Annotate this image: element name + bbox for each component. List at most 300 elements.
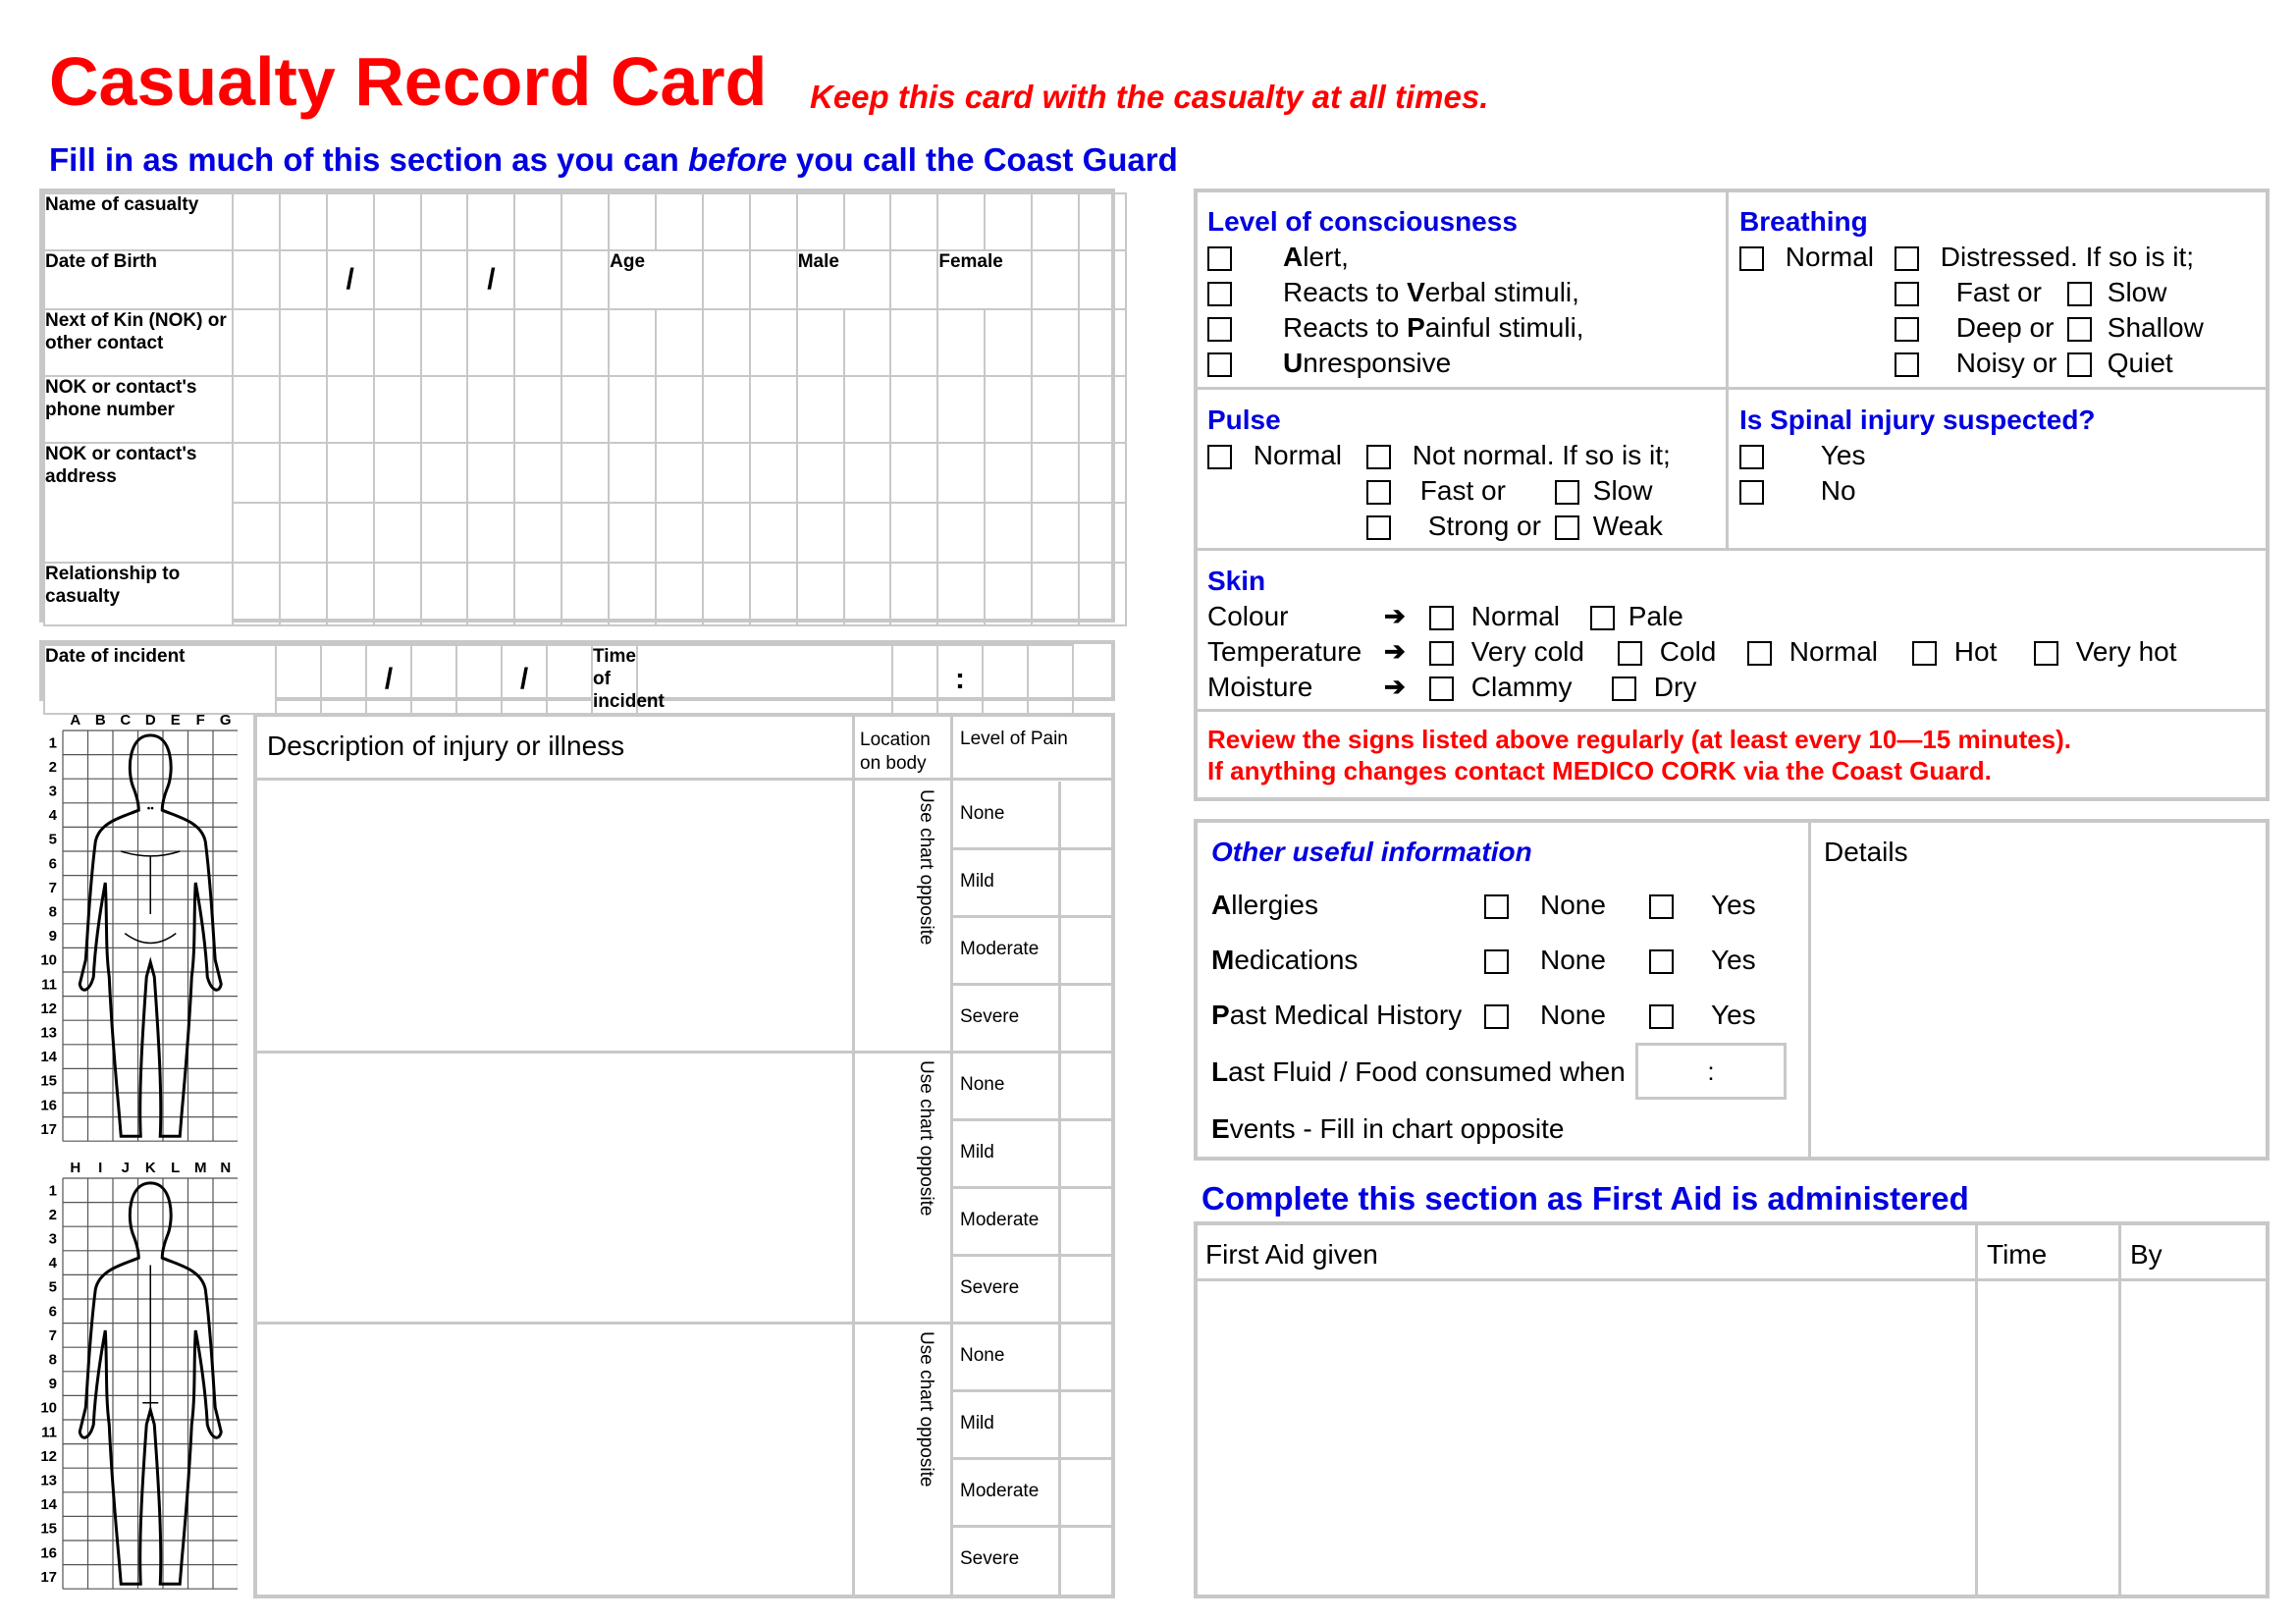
divider — [257, 778, 1111, 781]
entry-cell[interactable] — [1032, 376, 1079, 443]
entry-cell[interactable] — [467, 563, 514, 625]
first-aid-given-label: First Aid given — [1205, 1239, 1378, 1270]
entry-cell[interactable] — [937, 309, 985, 376]
grid-row-label: 14 — [40, 1496, 57, 1514]
grid-row-label: 10 — [40, 1399, 57, 1417]
entry-cell[interactable] — [1028, 645, 1073, 714]
entry-cell[interactable] — [985, 376, 1032, 443]
events-label — [1211, 1113, 1565, 1145]
pain-level-checkbox[interactable] — [1062, 851, 1109, 911]
breathing-deep-row — [1895, 312, 2054, 344]
entry-cell[interactable] — [421, 376, 468, 443]
entry-cell[interactable] — [561, 250, 609, 309]
entry-cell[interactable] — [1032, 443, 1079, 503]
skin-clammy-row — [1429, 672, 1572, 703]
consciousness-option — [1207, 277, 1579, 308]
pain-level-checkbox[interactable] — [1062, 1190, 1109, 1250]
pulse-slow-label: Slow — [1592, 475, 1653, 506]
entry-cell[interactable] — [421, 193, 468, 250]
entry-cell[interactable] — [561, 563, 609, 625]
skin-cold-row — [1618, 636, 1716, 668]
spinal-yes-label: Yes — [1820, 440, 1866, 470]
entry-cell[interactable] — [844, 309, 891, 376]
entry-cell[interactable] — [656, 376, 703, 443]
divider — [950, 1525, 1111, 1528]
pulse-slow-checkbox[interactable] — [1555, 480, 1579, 505]
skin-very-cold-row — [1429, 636, 1584, 668]
events-rest: vents - Fill in chart opposite — [1229, 1113, 1565, 1144]
entry-cell[interactable] — [637, 645, 892, 714]
breathing-fast-checkbox[interactable] — [1895, 282, 1919, 306]
consciousness-option — [1207, 348, 1451, 379]
breathing-deep-checkbox[interactable] — [1895, 317, 1919, 342]
entry-cell[interactable] — [937, 376, 985, 443]
incident-grid — [43, 644, 1112, 715]
entry-cell[interactable] — [514, 193, 561, 250]
breathing-normal-checkbox[interactable] — [1739, 246, 1764, 271]
grid-row-label: 11 — [41, 976, 57, 994]
skin-dry-label: Dry — [1653, 672, 1697, 702]
pain-level-checkbox[interactable] — [1062, 1393, 1109, 1453]
other-rest: edications — [1234, 945, 1359, 975]
entry-cell[interactable] — [750, 443, 797, 503]
entry-cell[interactable] — [844, 563, 891, 625]
male-checkbox-cell[interactable] — [890, 250, 937, 309]
breathing-shallow-checkbox[interactable] — [2067, 317, 2092, 342]
fill-in-post: you call the Coast Guard — [786, 141, 1178, 178]
entry-cell[interactable] — [321, 645, 366, 714]
incident-date-slash: / — [502, 645, 547, 714]
grid-row-label: 12 — [40, 1447, 57, 1465]
spinal-no-checkbox[interactable] — [1739, 480, 1764, 505]
entry-cell[interactable] — [327, 563, 374, 625]
grid-col-label: F — [195, 712, 205, 729]
entry-cell[interactable] — [561, 193, 609, 250]
breathing-fast-label: Fast or — [1955, 277, 2042, 307]
entry-cell[interactable] — [467, 309, 514, 376]
grid-row-label: 14 — [40, 1049, 57, 1066]
entry-cell[interactable] — [327, 309, 374, 376]
other-none-option — [1484, 945, 1606, 976]
entry-cell[interactable] — [421, 309, 468, 376]
entry-cell[interactable] — [233, 443, 280, 503]
entry-cell[interactable] — [374, 376, 421, 443]
pain-level-checkbox[interactable] — [1062, 919, 1109, 979]
entry-cell[interactable] — [233, 563, 280, 625]
entry-cell[interactable] — [750, 376, 797, 443]
pulse-weak-row — [1555, 511, 1663, 542]
incident-date-label: Date of incident — [44, 645, 276, 714]
entry-cell[interactable] — [797, 563, 844, 625]
entry-cell[interactable] — [797, 309, 844, 376]
entry-cell[interactable] — [327, 376, 374, 443]
entry-cell[interactable] — [467, 443, 514, 503]
entry-cell[interactable] — [985, 443, 1032, 503]
pain-level-label: None — [960, 1345, 1005, 1366]
entry-cell[interactable] — [327, 503, 374, 563]
entry-cell[interactable] — [890, 193, 937, 250]
consciousness-checkbox[interactable] — [1207, 317, 1232, 342]
divider — [950, 915, 1111, 918]
entry-cell[interactable] — [374, 309, 421, 376]
pulse-not-normal-checkbox[interactable] — [1366, 445, 1391, 469]
female-checkbox-cell[interactable] — [1032, 250, 1079, 309]
consciousness-heading: Level of consciousness — [1207, 206, 1518, 237]
entry-cell[interactable] — [890, 503, 937, 563]
divider — [852, 717, 855, 1595]
spinal-heading: Is Spinal injury suspected? — [1739, 405, 2096, 435]
pain-level-checkbox[interactable] — [1062, 1258, 1109, 1318]
entry-cell[interactable] — [750, 250, 797, 309]
entry-cell[interactable] — [514, 503, 561, 563]
breathing-slow-checkbox[interactable] — [2067, 282, 2092, 306]
grid-col-label: D — [144, 712, 156, 729]
arrow-icon: ➔ — [1384, 636, 1406, 666]
entry-cell[interactable] — [280, 563, 327, 625]
entry-cell[interactable] — [750, 193, 797, 250]
entry-cell[interactable] — [374, 193, 421, 250]
last-fluid-label — [1211, 1056, 1626, 1088]
entry-cell[interactable] — [561, 376, 609, 443]
entry-cell[interactable] — [797, 503, 844, 563]
pulse-not-normal-label: Not normal. If so is it; — [1412, 440, 1671, 470]
entry-cell[interactable] — [421, 503, 468, 563]
entry-cell[interactable] — [797, 193, 844, 250]
pain-level-label: None — [960, 1074, 1005, 1095]
pain-level-label: Mild — [960, 1413, 994, 1434]
skin-colour-normal-checkbox[interactable] — [1429, 606, 1454, 630]
yes-checkbox[interactable] — [1649, 1004, 1674, 1029]
pulse-strong-checkbox[interactable] — [1366, 515, 1391, 540]
entry-cell[interactable] — [985, 193, 1032, 250]
front-body-grid — [24, 711, 238, 1153]
entry-cell[interactable] — [467, 503, 514, 563]
entry-cell[interactable] — [890, 443, 937, 503]
entry-cell[interactable] — [656, 443, 703, 503]
entry-cell[interactable] — [514, 250, 561, 309]
entry-cell[interactable] — [609, 309, 656, 376]
pain-level-label: Moderate — [960, 939, 1040, 959]
pulse-not-normal-row — [1366, 440, 1671, 471]
breathing-slow-row — [2067, 277, 2166, 308]
entry-cell[interactable] — [983, 645, 1028, 714]
grid-row-label: 1 — [48, 1182, 57, 1200]
entry-cell[interactable] — [844, 376, 891, 443]
entry-cell[interactable] — [797, 443, 844, 503]
entry-cell[interactable] — [374, 250, 421, 309]
grid-row-label: 4 — [48, 1255, 57, 1272]
breathing-distressed-checkbox[interactable] — [1895, 246, 1919, 271]
entry-cell[interactable] — [609, 376, 656, 443]
pulse-fast-label: Fast or — [1419, 475, 1506, 506]
consciousness-pre: Reacts to — [1283, 312, 1408, 343]
divider — [1198, 1278, 2266, 1281]
grid-row-label: 17 — [40, 1568, 57, 1586]
entry-cell[interactable] — [1032, 193, 1079, 250]
entry-cell[interactable] — [703, 443, 750, 503]
injury-description-field[interactable] — [259, 1325, 850, 1589]
entry-cell[interactable] — [609, 563, 656, 625]
entry-cell[interactable] — [656, 309, 703, 376]
consciousness-rest: erbal stimuli, — [1424, 277, 1579, 307]
entry-cell[interactable] — [327, 193, 374, 250]
entry-cell[interactable] — [937, 563, 985, 625]
breathing-noisy-checkbox[interactable] — [1895, 352, 1919, 377]
entry-cell[interactable] — [547, 645, 592, 714]
consciousness-checkbox[interactable] — [1207, 246, 1232, 271]
entry-cell[interactable] — [985, 309, 1032, 376]
entry-cell[interactable] — [844, 443, 891, 503]
pain-level-checkbox[interactable] — [1062, 1461, 1109, 1521]
entry-cell[interactable] — [609, 443, 656, 503]
skin-colour-normal-label: Normal — [1470, 601, 1561, 631]
entry-cell[interactable] — [456, 645, 502, 714]
pain-level-checkbox[interactable] — [1062, 784, 1109, 843]
entry-cell[interactable] — [374, 503, 421, 563]
grid-row-label: 4 — [48, 807, 57, 825]
entry-cell[interactable] — [421, 250, 468, 309]
entry-cell[interactable] — [1079, 563, 1126, 625]
grid-row-label: 6 — [48, 855, 57, 873]
skin-cold-checkbox[interactable] — [1618, 641, 1642, 666]
entry-cell[interactable] — [421, 563, 468, 625]
entry-cell[interactable] — [937, 443, 985, 503]
entry-cell[interactable] — [276, 645, 321, 714]
entry-cell[interactable] — [561, 443, 609, 503]
other-info-details-label: Details — [1824, 837, 1908, 867]
entry-cell[interactable] — [233, 193, 280, 250]
nok-label: Next of Kin (NOK) or other contact — [44, 309, 233, 376]
last-fluid-key: L — [1211, 1056, 1229, 1087]
pain-level-checkbox[interactable] — [1062, 1055, 1109, 1114]
entry-cell[interactable] — [233, 503, 280, 563]
entry-cell[interactable] — [1079, 503, 1126, 563]
pulse-heading: Pulse — [1207, 405, 1281, 435]
entry-cell[interactable] — [703, 193, 750, 250]
consciousness-checkbox[interactable] — [1207, 352, 1232, 377]
skin-dry-row — [1612, 672, 1696, 703]
entry-cell[interactable] — [703, 376, 750, 443]
grid-col-label: C — [120, 712, 132, 729]
consciousness-rest: nresponsive — [1303, 348, 1452, 378]
body-outline — [80, 735, 221, 1136]
divider — [1198, 387, 2266, 390]
skin-temp-normal-label: Normal — [1789, 636, 1879, 667]
pulse-weak-checkbox[interactable] — [1555, 515, 1579, 540]
entry-cell[interactable] — [421, 443, 468, 503]
yes-label: Yes — [1711, 945, 1756, 975]
entry-cell[interactable] — [890, 309, 937, 376]
entry-cell[interactable] — [411, 645, 456, 714]
skin-pale-checkbox[interactable] — [1590, 606, 1615, 630]
entry-cell[interactable] — [374, 563, 421, 625]
entry-cell[interactable] — [514, 563, 561, 625]
entry-cell[interactable] — [1079, 250, 1126, 309]
breathing-normal-row — [1739, 242, 1874, 273]
skin-clammy-label: Clammy — [1470, 672, 1573, 702]
injury-description-field[interactable] — [259, 784, 850, 1047]
entry-cell[interactable] — [467, 193, 514, 250]
entry-cell[interactable] — [985, 563, 1032, 625]
entry-cell[interactable] — [1032, 503, 1079, 563]
pulse-normal-checkbox[interactable] — [1207, 445, 1232, 469]
skin-colour-normal-row — [1429, 601, 1560, 632]
skin-very-hot-checkbox[interactable] — [2034, 641, 2058, 666]
grid-col-label: H — [70, 1160, 81, 1176]
entry-cell[interactable] — [703, 503, 750, 563]
skin-hot-checkbox[interactable] — [1912, 641, 1937, 666]
entry-cell[interactable] — [656, 503, 703, 563]
entry-cell[interactable] — [233, 250, 280, 309]
breathing-heading: Breathing — [1739, 206, 1868, 237]
grid-row-label: 10 — [40, 951, 57, 969]
pain-level-checkbox[interactable] — [1062, 1529, 1109, 1589]
entry-cell[interactable] — [937, 193, 985, 250]
injury-description-field[interactable] — [259, 1055, 850, 1318]
entry-cell[interactable] — [750, 563, 797, 625]
keep-card-note: Keep this card with the casualty at all times. — [810, 79, 1489, 115]
other-info-heading: Other useful information — [1211, 837, 1532, 867]
entry-cell[interactable] — [280, 376, 327, 443]
pulse-normal-label: Normal — [1253, 440, 1343, 470]
none-checkbox[interactable] — [1484, 949, 1509, 974]
entry-cell[interactable] — [609, 503, 656, 563]
divider — [1198, 548, 2266, 551]
entry-cell[interactable] — [561, 309, 609, 376]
consciousness-pre: Reacts to — [1283, 277, 1408, 307]
entry-cell[interactable] — [937, 503, 985, 563]
grid-col-label: N — [220, 1160, 232, 1176]
other-key: M — [1211, 945, 1235, 975]
entry-cell[interactable] — [703, 309, 750, 376]
entry-cell[interactable] — [514, 309, 561, 376]
entry-cell[interactable] — [233, 376, 280, 443]
entry-cell[interactable] — [280, 443, 327, 503]
entry-cell[interactable] — [703, 250, 750, 309]
other-info-row-label — [1211, 1000, 1462, 1031]
injury-description-label: Description of injury or illness — [267, 730, 625, 761]
consciousness-option — [1207, 242, 1349, 273]
grid-row-label: 8 — [48, 1351, 57, 1369]
entry-cell[interactable] — [327, 443, 374, 503]
dob-slash: / — [467, 250, 514, 309]
spinal-yes-checkbox[interactable] — [1739, 445, 1764, 469]
entry-cell[interactable] — [233, 309, 280, 376]
entry-cell[interactable] — [656, 193, 703, 250]
grid-col-label: E — [170, 712, 181, 729]
first-aid-by-label: By — [2130, 1239, 2163, 1270]
divider — [950, 1254, 1111, 1257]
incident-time-label: Time of incident — [592, 645, 637, 714]
last-fluid-time-field[interactable] — [1635, 1043, 1787, 1100]
grid-col-label: M — [194, 1160, 207, 1176]
none-checkbox[interactable] — [1484, 894, 1509, 919]
divider — [1808, 823, 1811, 1157]
divider — [1198, 709, 2266, 712]
entry-cell[interactable] — [609, 193, 656, 250]
entry-cell[interactable] — [750, 503, 797, 563]
last-fluid-colon: : — [1707, 1056, 1715, 1086]
consciousness-checkbox[interactable] — [1207, 282, 1232, 306]
breathing-slow-label: Slow — [2107, 277, 2167, 307]
skin-very-hot-row — [2034, 636, 2177, 668]
entry-cell[interactable] — [561, 503, 609, 563]
pulse-normal-row — [1207, 440, 1342, 471]
breathing-normal-label: Normal — [1785, 242, 1875, 272]
yes-checkbox[interactable] — [1649, 894, 1674, 919]
entry-cell[interactable] — [280, 309, 327, 376]
other-none-option — [1484, 1000, 1606, 1031]
fill-in-pre: Fill in as much of this section as you can — [49, 141, 688, 178]
none-checkbox[interactable] — [1484, 1004, 1509, 1029]
yes-checkbox[interactable] — [1649, 949, 1674, 974]
grid-col-label: L — [171, 1160, 181, 1176]
entry-cell[interactable] — [1079, 309, 1126, 376]
entry-cell[interactable] — [1079, 193, 1126, 250]
pain-level-checkbox[interactable] — [1062, 987, 1109, 1047]
entry-cell[interactable] — [280, 250, 327, 309]
grid-row-label: 17 — [40, 1120, 57, 1138]
pulse-fast-checkbox[interactable] — [1366, 480, 1391, 505]
breathing-quiet-checkbox[interactable] — [2067, 352, 2092, 377]
skin-very-cold-checkbox[interactable] — [1429, 641, 1454, 666]
pain-level-label: Severe — [960, 1277, 1020, 1298]
body-face: •• — [146, 803, 154, 815]
breathing-fast-row — [1895, 277, 2042, 308]
grid-row-label: 2 — [48, 1206, 57, 1223]
grid-row-label: 9 — [48, 928, 57, 946]
pain-level-checkbox[interactable] — [1062, 1122, 1109, 1182]
skin-very-hot-label: Very hot — [2075, 636, 2177, 667]
entry-cell[interactable] — [985, 503, 1032, 563]
body-grid-lines — [63, 730, 238, 1141]
entry-cell[interactable] — [890, 376, 937, 443]
first-aid-heading: Complete this section as First Aid is administered — [1201, 1180, 1969, 1217]
skin-clammy-checkbox[interactable] — [1429, 676, 1454, 701]
entry-cell[interactable] — [1032, 309, 1079, 376]
entry-cell[interactable] — [1079, 376, 1126, 443]
pain-level-checkbox[interactable] — [1062, 1325, 1109, 1385]
incident-date-slash: / — [366, 645, 411, 714]
grid-row-label: 11 — [41, 1424, 57, 1441]
entry-cell[interactable] — [1079, 443, 1126, 503]
breathing-quiet-row — [2067, 348, 2173, 379]
entry-cell[interactable] — [280, 503, 327, 563]
entry-cell[interactable] — [703, 563, 750, 625]
body-detail — [121, 851, 180, 943]
divider — [950, 1186, 1111, 1189]
entry-cell[interactable] — [797, 376, 844, 443]
entry-cell[interactable] — [374, 443, 421, 503]
entry-cell[interactable] — [280, 193, 327, 250]
skin-moisture-label: Moisture — [1207, 672, 1313, 702]
entry-cell[interactable] — [844, 193, 891, 250]
entry-cell[interactable] — [892, 645, 937, 714]
consciousness-key: V — [1407, 277, 1425, 307]
grid-row-label: 12 — [40, 1000, 57, 1017]
entry-cell[interactable] — [514, 376, 561, 443]
entry-cell[interactable] — [844, 503, 891, 563]
entry-cell[interactable] — [467, 376, 514, 443]
entry-cell[interactable] — [656, 563, 703, 625]
skin-temp-normal-checkbox[interactable] — [1747, 641, 1772, 666]
skin-dry-checkbox[interactable] — [1612, 676, 1636, 701]
entry-cell[interactable] — [890, 563, 937, 625]
entry-cell[interactable] — [750, 309, 797, 376]
entry-cell[interactable] — [514, 443, 561, 503]
entry-cell[interactable] — [1032, 563, 1079, 625]
other-info-row-label — [1211, 945, 1358, 976]
